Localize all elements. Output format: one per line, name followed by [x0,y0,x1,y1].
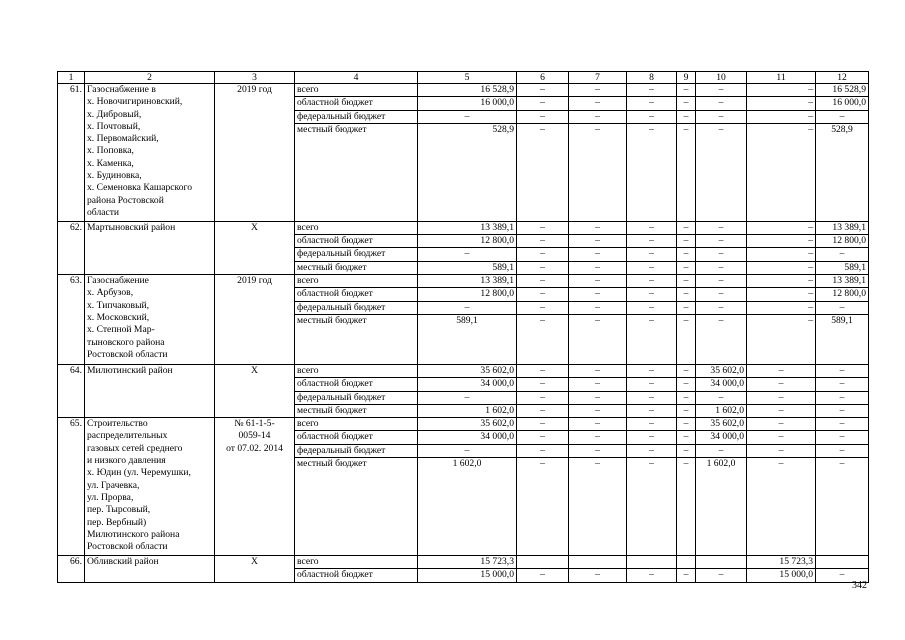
document-ref: Х [215,221,295,274]
table-row [58,84,869,97]
value-col10: – [696,235,747,248]
value-col9: – [677,221,696,234]
value-col11: – [747,301,816,314]
value-col9: – [677,404,696,417]
value-col5: 589,1 [418,261,517,274]
value-col8: – [627,84,677,97]
value-col11: – [747,235,816,248]
document-ref: Х [215,556,295,583]
row-number: 62. [58,221,85,274]
value-col9: – [677,110,696,123]
value-col8: – [627,235,677,248]
value-col7: – [569,261,627,274]
value-col10 [696,556,747,569]
value-col10: – [696,97,747,110]
value-col5: 34 000,0 [418,378,517,391]
value-col12: – [816,301,869,314]
funding-source: областной бюджет [295,569,418,582]
value-col11: – [747,391,816,404]
funding-source: всего [295,364,418,377]
column-header: 7 [569,72,627,84]
value-col7: – [569,235,627,248]
value-col10: – [696,123,747,221]
document-ref: 2019 год [215,84,295,222]
value-col11: – [747,221,816,234]
funding-source: областной бюджет [295,378,418,391]
value-col11: – [747,444,816,457]
value-col12: 12 800,0 [816,235,869,248]
value-col8: – [627,431,677,444]
value-col8: – [627,444,677,457]
value-col5: 528,9 [418,123,517,221]
value-col11: – [747,84,816,97]
value-col11: – [747,458,816,556]
value-col12 [816,556,869,569]
value-col12: – [816,391,869,404]
column-header: 3 [215,72,295,84]
value-col5: – [418,248,517,261]
value-col8: – [627,458,677,556]
value-col11: – [747,123,816,221]
value-col9: – [677,431,696,444]
value-col12: – [816,404,869,417]
value-col7: – [569,248,627,261]
column-header: 6 [517,72,569,84]
value-col5: 13 389,1 [418,221,517,234]
value-col12: – [816,418,869,431]
value-col7: – [569,404,627,417]
value-col9: – [677,391,696,404]
funding-source: местный бюджет [295,123,418,221]
value-col9: – [677,97,696,110]
value-col6: – [517,314,569,364]
value-col12: 16 528,9 [816,84,869,97]
value-col6: – [517,235,569,248]
value-col8: – [627,314,677,364]
value-col6: – [517,110,569,123]
column-header: 11 [747,72,816,84]
value-col12: 13 389,1 [816,221,869,234]
value-col10: 34 000,0 [696,431,747,444]
value-col10: 35 602,0 [696,364,747,377]
value-col10: 1 602,0 [696,404,747,417]
value-col11: – [747,288,816,301]
funding-source: федеральный бюджет [295,248,418,261]
value-col9: – [677,123,696,221]
value-col9: – [677,84,696,97]
value-col8: – [627,275,677,288]
value-col9: – [677,569,696,582]
value-col8: – [627,301,677,314]
value-col7: – [569,458,627,556]
value-col9: – [677,275,696,288]
value-col7: – [569,97,627,110]
value-col8: – [627,391,677,404]
value-col9: – [677,261,696,274]
table-row [58,221,869,234]
row-number: 63. [58,275,85,365]
value-col10: – [696,261,747,274]
value-col10: 1 602,0 [696,458,747,556]
object-name: Обливский район [85,556,215,583]
funding-source: местный бюджет [295,458,418,556]
value-col9: – [677,458,696,556]
value-col10: 34 000,0 [696,378,747,391]
funding-source: областной бюджет [295,431,418,444]
value-col12: – [816,248,869,261]
value-col6: – [517,391,569,404]
row-number: 64. [58,364,85,417]
value-col8: – [627,123,677,221]
value-col6: – [517,431,569,444]
row-number: 61. [58,84,85,222]
value-col10: – [696,84,747,97]
value-col12: – [816,378,869,391]
value-col8: – [627,378,677,391]
value-col12: – [816,364,869,377]
value-col10: – [696,391,747,404]
value-col5: 12 800,0 [418,288,517,301]
value-col11: – [747,404,816,417]
value-col6: – [517,444,569,457]
value-col12: 13 389,1 [816,275,869,288]
value-col10: – [696,314,747,364]
value-col7: – [569,444,627,457]
funding-source: областной бюджет [295,97,418,110]
value-col12: 16 000,0 [816,97,869,110]
value-col12: 589,1 [816,261,869,274]
value-col5: 16 000,0 [418,97,517,110]
value-col5: 34 000,0 [418,431,517,444]
table-row [58,556,869,569]
object-name: Милютинский район [85,364,215,417]
column-header: 2 [85,72,215,84]
value-col8: – [627,288,677,301]
budget-table [57,71,869,583]
funding-source: всего [295,556,418,569]
header-row [58,72,869,84]
funding-source: всего [295,275,418,288]
column-header: 12 [816,72,869,84]
page-number: 342 [852,580,867,591]
value-col9: – [677,314,696,364]
value-col5: – [418,301,517,314]
value-col8: – [627,97,677,110]
value-col6: – [517,458,569,556]
value-col5: 12 800,0 [418,235,517,248]
value-col11: – [747,378,816,391]
value-col7: – [569,418,627,431]
value-col12: – [816,431,869,444]
value-col7: – [569,378,627,391]
value-col5: 35 602,0 [418,418,517,431]
funding-source: федеральный бюджет [295,444,418,457]
value-col8: – [627,110,677,123]
value-col12: – [816,458,869,556]
value-col7: – [569,301,627,314]
value-col5: 15 723,3 [418,556,517,569]
value-col9 [677,556,696,569]
value-col9: – [677,364,696,377]
value-col9: – [677,378,696,391]
value-col7 [569,556,627,569]
value-col11: – [747,248,816,261]
value-col7: – [569,314,627,364]
column-header: 5 [418,72,517,84]
value-col5: 15 000,0 [418,569,517,582]
value-col10: – [696,221,747,234]
value-col11: – [747,97,816,110]
value-col6: – [517,364,569,377]
value-col5: 1 602,0 [418,458,517,556]
value-col10: – [696,288,747,301]
value-col9: – [677,235,696,248]
value-col11: – [747,431,816,444]
value-col5: 1 602,0 [418,404,517,417]
value-col12: – [816,444,869,457]
value-col5: – [418,444,517,457]
table-row [58,275,869,288]
value-col8: – [627,418,677,431]
table-row [58,418,869,431]
funding-source: всего [295,418,418,431]
value-col12: – [816,569,869,582]
value-col7: – [569,569,627,582]
funding-source: федеральный бюджет [295,110,418,123]
value-col10: – [696,569,747,582]
value-col8: – [627,221,677,234]
value-col11: – [747,314,816,364]
object-name: Строительство распределительных газовых сетей среднего и низкого давления х. Юдин (ул. Черемушки, ул. Грачевка, ул. Прорва, пер. Тырсовый, пер. Вербный) Милютинского района Ростовской области [85,418,215,556]
funding-source: областной бюджет [295,288,418,301]
value-col6: – [517,569,569,582]
value-col10: – [696,444,747,457]
value-col12: 589,1 [816,314,869,364]
value-col11: 15 723,3 [747,556,816,569]
value-col10: – [696,248,747,261]
row-number: 66. [58,556,85,583]
value-col11: – [747,275,816,288]
value-col7: – [569,275,627,288]
value-col9: – [677,301,696,314]
value-col11: – [747,261,816,274]
value-col6: – [517,123,569,221]
value-col8: – [627,404,677,417]
value-col6 [517,556,569,569]
object-name: Газоснабжение в х. Новочигириновский, х. Дибровый, х. Почтовый, х. Первомайский, х. Поповка, х. Каменка, х. Будиновка, х. Семеновка Кашарского района Ростовской области [85,84,215,222]
value-col8: – [627,364,677,377]
value-col5: 589,1 [418,314,517,364]
value-col9: – [677,248,696,261]
column-header: 1 [58,72,85,84]
value-col10: – [696,110,747,123]
value-col6: – [517,275,569,288]
document-ref: 2019 год [215,275,295,365]
value-col7: – [569,431,627,444]
value-col9: – [677,288,696,301]
value-col6: – [517,84,569,97]
column-header: 8 [627,72,677,84]
column-header: 4 [295,72,418,84]
value-col7: – [569,364,627,377]
value-col9: – [677,418,696,431]
object-name: Мартыновский район [85,221,215,274]
table-row [58,364,869,377]
value-col8: – [627,248,677,261]
value-col6: – [517,221,569,234]
column-header: 9 [677,72,696,84]
value-col6: – [517,261,569,274]
value-col9: – [677,444,696,457]
funding-source: федеральный бюджет [295,301,418,314]
value-col7: – [569,123,627,221]
funding-source: федеральный бюджет [295,391,418,404]
value-col12: – [816,110,869,123]
value-col11: – [747,110,816,123]
value-col8 [627,556,677,569]
value-col6: – [517,404,569,417]
value-col12: 12 800,0 [816,288,869,301]
value-col11: – [747,364,816,377]
value-col7: – [569,110,627,123]
value-col7: – [569,84,627,97]
value-col7: – [569,288,627,301]
funding-source: областной бюджет [295,235,418,248]
value-col6: – [517,97,569,110]
value-col10: 35 602,0 [696,418,747,431]
document-ref: № 61-1-5- 0059-14 от 07.02. 2014 [215,418,295,556]
value-col6: – [517,288,569,301]
row-number: 65. [58,418,85,556]
funding-source: всего [295,221,418,234]
value-col6: – [517,418,569,431]
funding-source: всего [295,84,418,97]
value-col5: 13 389,1 [418,275,517,288]
funding-source: местный бюджет [295,404,418,417]
value-col10: – [696,301,747,314]
value-col5: – [418,391,517,404]
document-ref: Х [215,364,295,417]
funding-source: местный бюджет [295,314,418,364]
value-col5: 16 528,9 [418,84,517,97]
value-col5: 35 602,0 [418,364,517,377]
value-col5: – [418,110,517,123]
value-col12: 528,9 [816,123,869,221]
value-col8: – [627,261,677,274]
value-col6: – [517,301,569,314]
funding-source: местный бюджет [295,261,418,274]
value-col6: – [517,378,569,391]
value-col7: – [569,391,627,404]
value-col11: – [747,418,816,431]
value-col8: – [627,569,677,582]
object-name: Газоснабжение х. Арбузов, х. Типчаковый, х. Московский, х. Степной Мар- тыновского района Ростовской области [85,275,215,365]
column-header: 10 [696,72,747,84]
value-col10: – [696,275,747,288]
value-col11: 15 000,0 [747,569,816,582]
value-col6: – [517,248,569,261]
value-col7: – [569,221,627,234]
